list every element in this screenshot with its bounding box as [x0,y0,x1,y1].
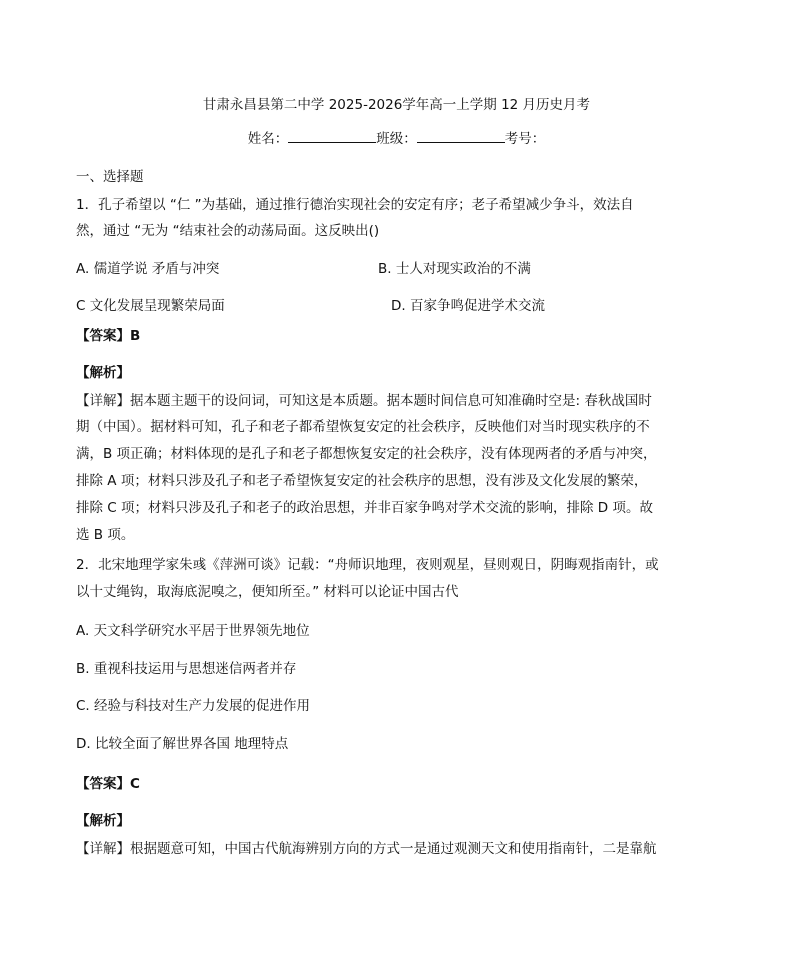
q1-detail-line1: 【详解】据本题主题干的设问词，可知这是本质题。据本题时间信息可知准确时空是: 春秋战国时 [76,393,652,409]
student-info-row [0,130,793,148]
q1-option-c: C 文化发展呈现繁荣局面 [76,298,225,314]
name-label: 姓名： [247,131,289,147]
q2-option-d: D. 比较全面了解世界各国 地理特点 [76,736,289,752]
exam-no-label: 考号： [504,131,546,147]
q1-option-a: A. 儒道学说 矛盾与冲突 [76,261,220,277]
q1-answer [76,327,140,345]
q1-stem-line1: 1．孔子希望以 “仁 ”为基础，通过推行德治实现社会的安定有序；老子希望减少争斗，效法自 [76,197,634,213]
q2-analysis-label: 【解析】 [76,813,130,829]
name-blank [288,130,376,143]
q1-answer-value: B [130,328,141,344]
q1-option-d: D. 百家争鸣促进学术交流 [391,298,545,314]
q1-detail-line2: 期（中国）。据材料可知，孔子和老子都希望恢复安定的社会秩序，反映他们对当时现实秩序的不 [76,419,650,435]
q1-detail-line3: 满，B 项正确；材料体现的是孔子和老子都想恢复安定的社会秩序，没有体现两者的矛盾与冲突， [76,446,657,462]
q1-stem-line2: 然，通过 “无为 “结束社会的动荡局面。这反映出() [76,223,380,239]
exam-title: 甘肃永昌县第二中学 2025-2026学年高一上学期 12 月历史月考 [202,97,591,113]
q2-stem-line1: 2．北宋地理学家朱彧《萍洲可谈》记载：“舟师识地理，夜则观星，昼则观日，阴晦观指南针，或 [76,557,659,573]
q2-answer [76,775,140,793]
class-blank [417,130,505,143]
q2-answer-label: 【答案】 [76,776,130,792]
q2-answer-value: C [130,776,140,792]
q1-detail-line6: 选 B 项。 [76,527,135,543]
q1-analysis-label: 【解析】 [76,365,130,381]
q2-option-a: A. 天文科学研究水平居于世界领先地位 [76,623,310,639]
section-heading: 一、选择题 [76,169,144,185]
class-label: 班级： [376,131,417,147]
q2-option-b: B. 重视科技运用与思想迷信两者并存 [76,661,297,677]
q1-option-b: B. 士人对现实政治的不满 [378,261,531,277]
q1-detail-line4: 排除 A 项；材料只涉及孔子和老子希望恢复安定的社会秩序的思想，没有涉及文化发展的繁荣， [76,473,648,489]
q2-option-c: C. 经验与科技对生产力发展的促进作用 [76,698,311,714]
q2-stem-line2: 以十丈绳钩，取海底泥嗅之，便知所至。” 材料可以论证中国古代 [76,584,459,600]
q2-detail-line1: 【详解】根据题意可知，中国古代航海辨别方向的方式一是通过观测天文和使用指南针，二是靠航 [76,841,657,857]
q1-answer-label: 【答案】 [76,328,130,344]
q1-detail-line5: 排除 C 项；材料只涉及孔子和老子的政治思想，并非百家争鸣对学术交流的影响，排除 D 项。故 [76,500,653,516]
